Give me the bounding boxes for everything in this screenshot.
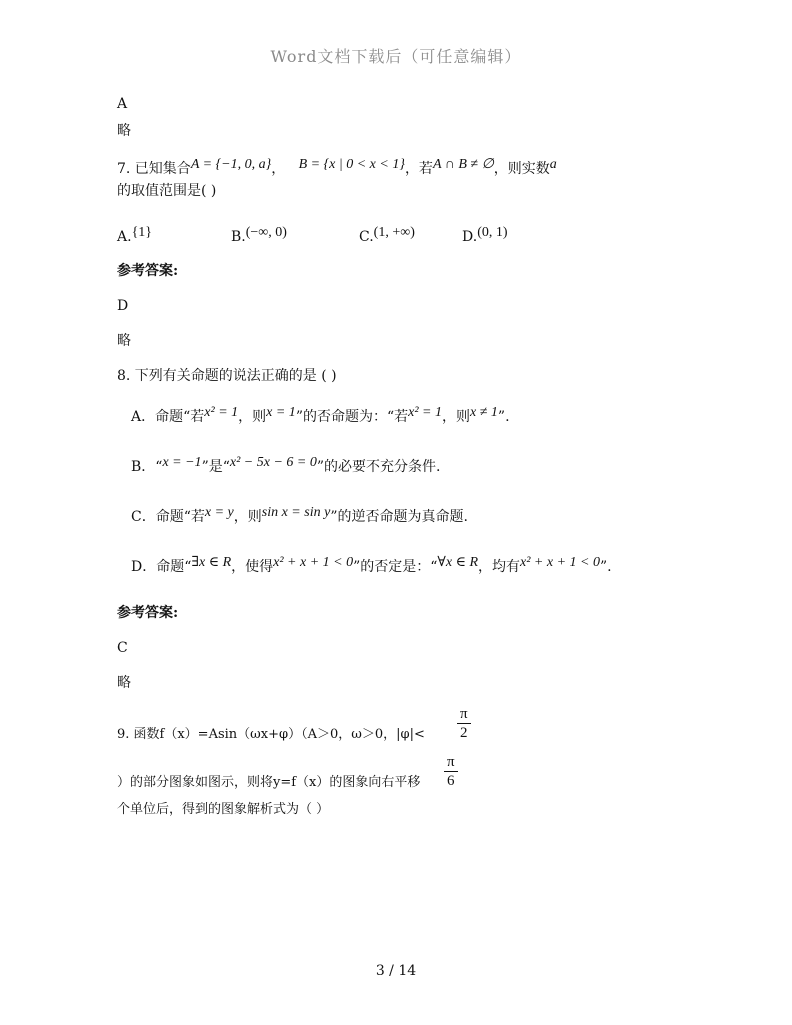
q8-reference-label: 参考答案: — [117, 605, 179, 621]
q9-line2: ）的部分图象如图示，则将y=f（x）的图象向右平移 — [117, 775, 421, 790]
page-header: Word文档下载后（可任意编辑） — [270, 47, 522, 66]
q7-condition: A ∩ B ≠ ∅ — [432, 157, 494, 172]
q7-stem-line2: 的取值范围是( ) — [117, 183, 217, 199]
q7-note: 略 — [117, 333, 131, 349]
q7-option-c: C.(1, +∞) — [359, 225, 415, 245]
q7-set-a: A = {−1, 0, a} — [190, 157, 272, 172]
q7-option-a: A.{1} — [117, 225, 153, 245]
page-number: 3 / 14 — [375, 963, 417, 979]
q7-stem-line1 — [117, 157, 557, 179]
q7-option-b: B.(−∞, 0) — [231, 225, 287, 245]
q7-set-b: B = {x | 0 < x < 1} — [298, 157, 405, 172]
q9-fraction-pi-over-6: $\frac{\pi}{6}$ — [444, 753, 458, 790]
q7-reference-label: 参考答案: — [117, 263, 179, 279]
q9-line3: 个单位后，得到的图象解析式为（ ） — [117, 802, 330, 817]
q8-note: 略 — [117, 675, 131, 691]
q8-stem: 8. 下列有关命题的说法正确的是 ( ) — [117, 368, 337, 384]
q7-answer: D — [117, 298, 129, 314]
q7-comma: ， — [271, 161, 286, 177]
q7-tail: ，则实数 — [493, 161, 550, 177]
q8-option-d: D．命题“∃x ∈ R，使得x² + x + 1 < 0”的否定是：“∀x ∈ R，均有x² + x + 1 < 0”. — [131, 555, 612, 575]
q8-option-a: A．命题“若x² = 1，则x = 1”的否命题为：“若x² = 1，则x ≠ 1”. — [131, 405, 510, 425]
q9-line1: 9. 函数f（x）=Asin（ωx+φ）（A＞0，ω＞0，|φ|< — [117, 727, 425, 742]
q7-variable: a — [549, 157, 557, 172]
q7-option-d: D.(0, 1) — [462, 225, 508, 245]
q8-answer: C — [117, 640, 128, 656]
q8-option-b: B．“x = −1”是“x² − 5x − 6 = 0”的必要不充分条件. — [131, 455, 441, 475]
q7-prefix: 7. 已知集合 — [117, 161, 191, 177]
q8-option-c: C．命题“若x = y，则sin x = sin y”的逆否命题为真命题. — [131, 505, 468, 525]
q7-mid: ，若 — [404, 161, 433, 177]
q9-fraction-pi-over-2: $\frac{\pi}{2}$ — [457, 705, 471, 742]
prev-answer: A — [117, 96, 128, 112]
prev-note: 略 — [117, 123, 131, 139]
